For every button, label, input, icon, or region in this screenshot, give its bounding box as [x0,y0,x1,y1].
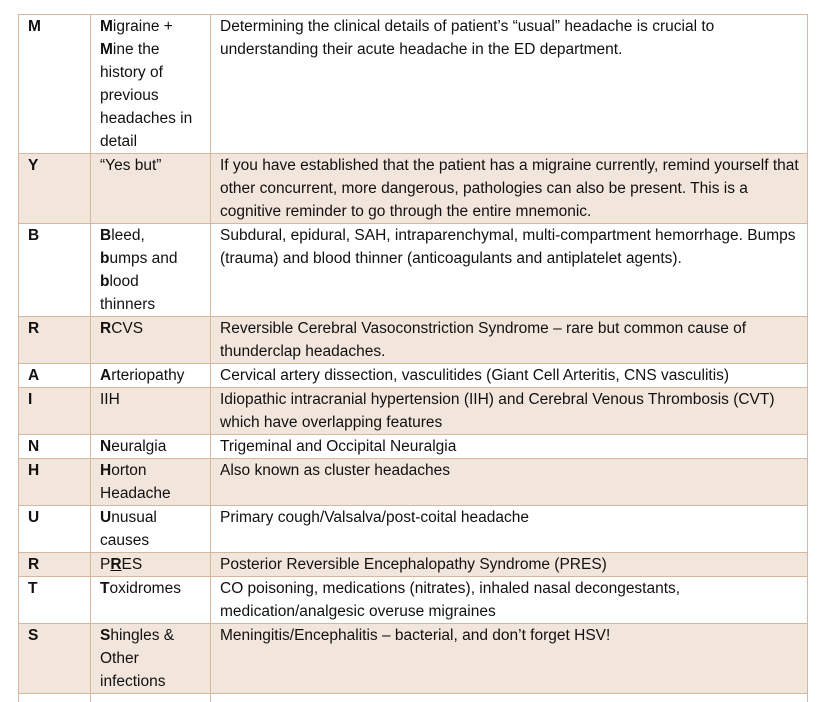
term-text: IIH [100,391,120,408]
mnemonic-term [91,624,211,694]
term-line [100,15,204,38]
mnemonic-letter: S [19,624,91,694]
term-text: hingles & [110,627,175,644]
mnemonic-term [91,15,211,154]
term-line [100,529,204,552]
mnemonic-description: If you have established that the patient has a migraine currently, remind yourself that other concurrent, more dangerous, pathologies can also be present. This is a cognitive reminder to go through the entire mnemonic. [211,154,808,224]
term-line [100,647,204,670]
mnemonic-letter: N [19,435,91,459]
table-row [19,388,808,435]
mnemonic-letter: I [19,388,91,435]
mnemonic-description: Reversible Cerebral Vasoconstriction Syndrome – rare but common cause of thunderclap headaches. [211,317,808,364]
mnemonic-term [91,506,211,553]
term-line [100,577,204,600]
term-initial-letter: M [100,18,113,35]
term-line [100,670,204,693]
term-initial-letter: A [100,367,112,384]
term-text: Other [100,650,139,667]
term-line [100,130,204,153]
mnemonic-term [91,154,211,224]
term-text: Headache [100,485,171,502]
term-line [100,482,204,505]
table-cell-continuation [211,694,808,702]
term-text: oxidromes [109,580,181,597]
mnemonic-description: Determining the clinical details of patient’s “usual” headache is crucial to understanding their acute headache in the ED department. [211,15,808,154]
term-text: leed, [111,227,145,244]
term-line [100,459,204,482]
term-initial-letter: S [100,627,111,644]
mnemonic-term [91,388,211,435]
term-text: headaches in [100,110,193,127]
term-text: euralgia [111,438,167,455]
mnemonic-term [91,553,211,577]
table-row [19,506,808,553]
term-line [100,61,204,84]
mnemonic-letter: T [19,577,91,624]
term-text: previous [100,87,159,104]
table-row [19,459,808,506]
mnemonic-description: Subdural, epidural, SAH, intraparenchymal, multi-compartment hemorrhage. Bumps (trauma) and blood thinner (anticoagulants and antiplatelet agents). [211,224,808,317]
mnemonic-description: Posterior Reversible Encephalopathy Syndrome (PRES) [211,553,808,577]
table-row [19,553,808,577]
term-line [100,506,204,529]
table-row [19,15,808,154]
mnemonic-letter: A [19,364,91,388]
term-text: causes [100,532,150,549]
term-text: “Yes but” [100,157,162,174]
term-line [100,364,204,387]
term-line [100,553,204,576]
mnemonic-table-body [19,15,808,702]
term-initial-letter: b [100,273,110,290]
mnemonic-description: Also known as cluster headaches [211,459,808,506]
term-text: umps and [109,250,178,267]
term-line [100,293,204,316]
term-prefix: P [100,556,111,573]
term-line [100,388,204,411]
mnemonic-description: Cervical artery dissection, vasculitides (Giant Cell Arteritis, CNS vasculitis) [211,364,808,388]
term-text: detail [100,133,138,150]
mnemonic-description: Primary cough/Valsalva/post-coital headache [211,506,808,553]
mnemonic-letter: U [19,506,91,553]
mnemonic-term [91,435,211,459]
mnemonic-description: CO poisoning, medications (nitrates), inhaled nasal decongestants, medication/analgesic overuse migraines [211,577,808,624]
term-initial-letter: R [100,320,112,337]
term-line [100,38,204,61]
mnemonic-term [91,224,211,317]
term-line [100,270,204,293]
term-line [100,317,204,340]
term-text: ine the [112,41,160,58]
mnemonic-letter: B [19,224,91,317]
term-text: orton [111,462,147,479]
table-row [19,577,808,624]
mnemonic-term [91,577,211,624]
term-line [100,224,204,247]
term-line [100,84,204,107]
term-text: thinners [100,296,156,313]
term-initial-letter: T [100,580,110,597]
mnemonic-term [91,317,211,364]
term-initial-letter: M [100,41,113,58]
mnemonic-description: Meningitis/Encephalitis – bacterial, and don’t forget HSV! [211,624,808,694]
term-text: history of [100,64,163,81]
table-row [19,364,808,388]
term-initial-letter: N [100,438,112,455]
table-row [19,224,808,317]
term-text: nusual [111,509,157,526]
term-initial-letter: H [100,462,112,479]
term-initial-letter: B [100,227,112,244]
mnemonic-letter: H [19,459,91,506]
term-line [100,624,204,647]
term-initial-letter: b [100,250,110,267]
mnemonic-table [18,14,808,702]
term-text: rteriopathy [111,367,185,384]
mnemonic-letter: M [19,15,91,154]
table-row [19,317,808,364]
term-initial-letter: R [110,556,122,573]
term-initial-letter: U [100,509,112,526]
mnemonic-description: Trigeminal and Occipital Neuralgia [211,435,808,459]
mnemonic-term [91,459,211,506]
term-text: lood [109,273,139,290]
table-row-continuation [19,694,808,702]
term-text: igraine + [112,18,173,35]
table-cell-continuation [91,694,211,702]
term-text: ES [121,556,143,573]
mnemonic-letter: R [19,317,91,364]
mnemonic-letter: R [19,553,91,577]
table-cell-continuation [19,694,91,702]
term-text: CVS [111,320,144,337]
term-line [100,154,204,177]
mnemonic-description: Idiopathic intracranial hypertension (IIH) and Cerebral Venous Thrombosis (CVT) which have overlapping features [211,388,808,435]
table-row [19,435,808,459]
term-line [100,247,204,270]
term-text: infections [100,673,166,690]
table-row [19,624,808,694]
term-line [100,107,204,130]
mnemonic-term [91,364,211,388]
mnemonic-letter: Y [19,154,91,224]
table-row [19,154,808,224]
term-line [100,435,204,458]
